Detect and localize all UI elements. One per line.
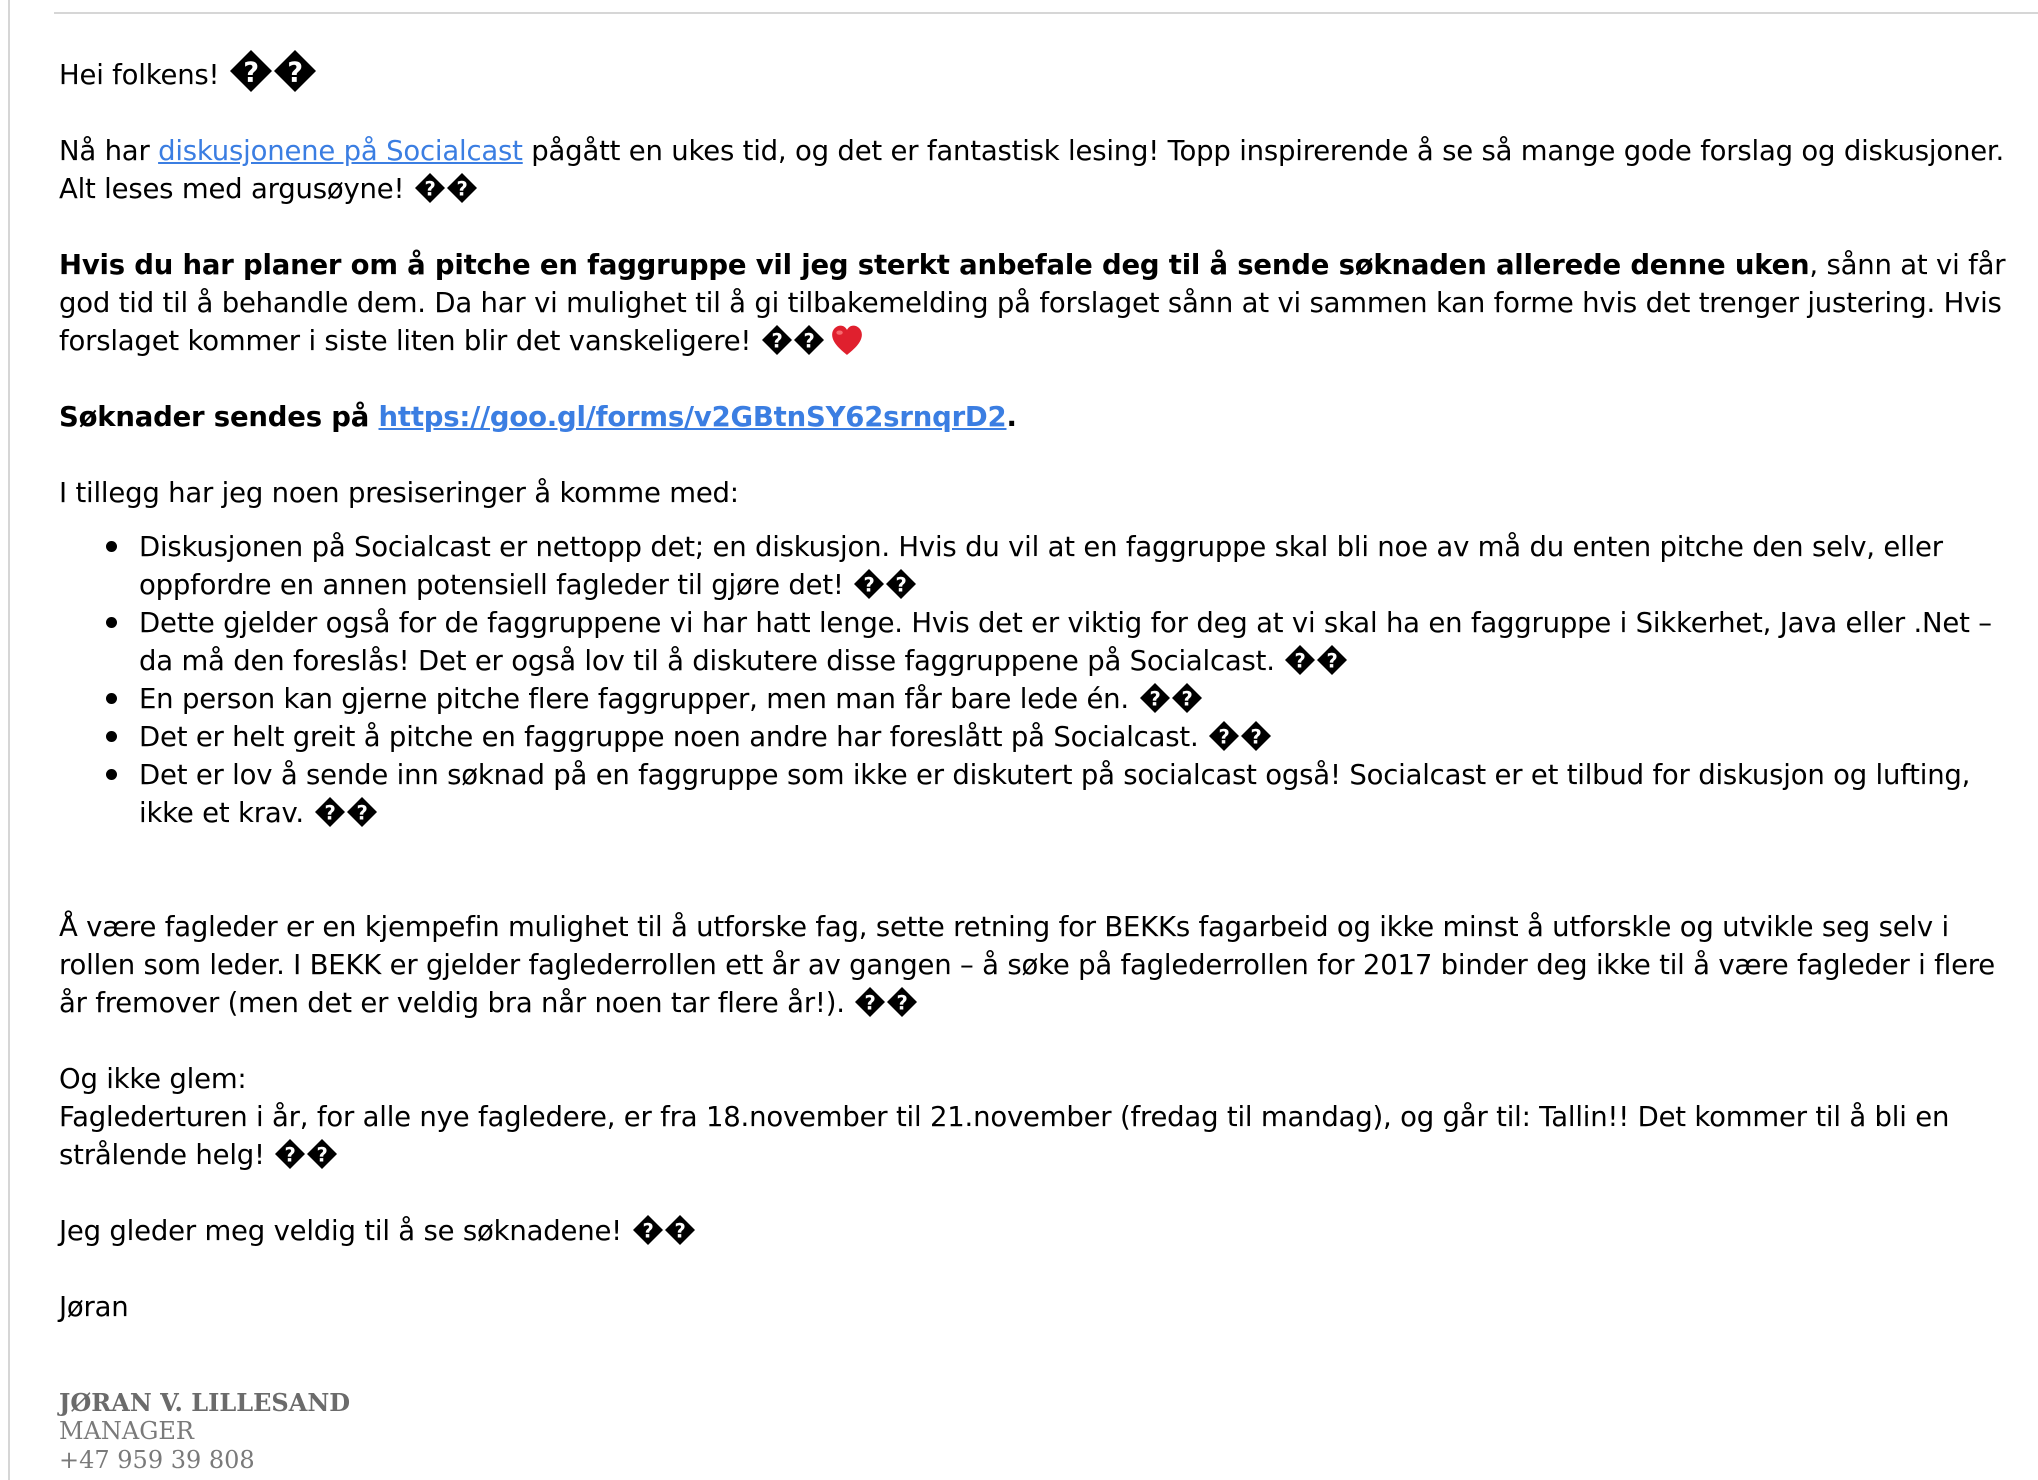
replacement-character-icon	[1140, 683, 1170, 713]
signature-phone[interactable]: +47 959 39 808	[59, 1446, 255, 1474]
application-label: Søknader sendes på	[59, 401, 379, 433]
replacement-character-icon	[1285, 645, 1315, 675]
replacement-character-icon	[1172, 683, 1202, 713]
svg-text:?: ?	[324, 801, 336, 825]
list-item	[139, 718, 2019, 756]
replacement-character-icon	[275, 1139, 305, 1169]
reminder-paragraph	[59, 1098, 2019, 1174]
replacement-character-icon	[230, 50, 272, 92]
replacement-character-icon	[1317, 645, 1347, 675]
pitch-text: , sånn at vi får god tid til å behandle dem. Da har vi mulighet til å gi tilbakemelding på forslaget sånn at vi sammen kan forme hvis det trenger justering. Hvis forslaget kommer i siste liten blir det vanskeligere!	[59, 249, 2006, 357]
bullet-icon	[106, 617, 117, 628]
svg-text:?: ?	[1218, 725, 1230, 749]
replacement-character-icon	[347, 797, 377, 827]
bullet-icon	[106, 769, 117, 780]
application-period: .	[1006, 401, 1017, 433]
replacement-character-icon	[855, 987, 885, 1017]
email-signature	[59, 1388, 350, 1475]
svg-text:?: ?	[424, 177, 436, 201]
pitch-emphasis: Hvis du har planer om å pitche en faggruppe vil jeg sterkt anbefale deg til å sende søknaden allerede denne uken	[59, 249, 1810, 281]
replacement-character-icon	[854, 569, 884, 599]
svg-text:?: ?	[896, 991, 908, 1015]
reminder-label: Og ikke glem:	[59, 1063, 247, 1095]
svg-text:?: ?	[456, 177, 468, 201]
replacement-character-icon	[665, 1215, 695, 1245]
replacement-character-icon	[633, 1215, 663, 1245]
svg-text:?: ?	[895, 573, 907, 597]
replacement-character-icon	[794, 325, 824, 355]
intro-paragraph	[59, 132, 2019, 208]
pitch-paragraph	[59, 246, 2019, 360]
svg-text:?: ?	[243, 57, 259, 89]
svg-text:?: ?	[863, 573, 875, 597]
reminder-text: Faglederturen i år, for alle nye fagledere, er fra 18.november til 21.november (fredag til mandag), og går til: Tallin!! Det kommer til å bli en strålende helg!	[59, 1101, 1950, 1171]
list-item-text: Det er helt greit å pitche en faggruppe noen andre har foreslått på Socialcast.	[139, 721, 1199, 753]
svg-text:?: ?	[1180, 687, 1193, 711]
svg-text:?: ?	[642, 1219, 654, 1243]
list-item	[139, 680, 2019, 718]
bullet-icon	[106, 693, 117, 704]
svg-text:?: ?	[803, 329, 815, 353]
top-divider	[54, 12, 2038, 14]
role-paragraph	[59, 908, 2019, 1022]
greeting-line	[59, 50, 2019, 94]
greeting-text: Hei folkens!	[59, 59, 220, 91]
signature-name: JØRAN V. LILLESAND	[59, 1388, 351, 1417]
svg-text:?: ?	[864, 991, 876, 1015]
sign-off: Jøran	[59, 1291, 129, 1323]
svg-text:?: ?	[316, 1143, 328, 1167]
replacement-character-icon	[1241, 721, 1271, 751]
application-line	[59, 398, 2019, 436]
intro-text-start: Nå har	[59, 135, 159, 167]
replacement-character-icon	[307, 1139, 337, 1169]
svg-text:?: ?	[284, 1143, 296, 1167]
svg-text:?: ?	[356, 801, 368, 825]
replacement-character-icon	[1209, 721, 1239, 751]
replacement-character-icon	[762, 325, 792, 355]
clarifications-list	[59, 528, 2019, 832]
list-item	[139, 528, 2019, 604]
svg-text:?: ?	[771, 329, 783, 353]
replacement-character-icon	[447, 173, 477, 203]
socialcast-discussions-link[interactable]: diskusjonene på Socialcast	[158, 135, 523, 167]
replacement-character-icon	[886, 569, 916, 599]
red-heart-emoji-icon	[830, 324, 864, 356]
intro-text-end: pågått en ukes tid, og det er fantastisk lesing! Topp inspirerende å se så mange gode forslag og diskusjoner. Alt leses med argusøyne!	[59, 135, 2005, 205]
svg-text:?: ?	[287, 57, 303, 89]
list-item	[139, 756, 2019, 832]
notes-intro: I tillegg har jeg noen presiseringer å komme med:	[59, 477, 739, 509]
closing-text: Jeg gleder meg veldig til å se søknadene!	[59, 1215, 622, 1247]
replacement-character-icon	[415, 173, 445, 203]
replacement-character-icon	[315, 797, 345, 827]
svg-text:?: ?	[1250, 725, 1262, 749]
application-form-link[interactable]: https://goo.gl/forms/v2GBtnSY62srnqrD2	[378, 401, 1007, 433]
svg-text:?: ?	[674, 1219, 686, 1243]
left-border	[8, 0, 10, 1480]
list-item-text: En person kan gjerne pitche flere faggrupper, men man får bare lede én.	[139, 683, 1129, 715]
svg-text:?: ?	[1294, 649, 1306, 673]
svg-text:?: ?	[1148, 687, 1161, 711]
signature-title: MANAGER	[59, 1417, 194, 1445]
list-item-text: Dette gjelder også for de faggruppene vi har hatt lenge. Hvis det er viktig for deg at vi skal ha en faggruppe i Sikkerhet, Java eller .Net – da må den foreslås! Det er også lov til å diskutere disse faggruppene på Socialcast.	[139, 607, 1992, 677]
role-text: Å være fagleder er en kjempefin mulighet til å utforske fag, sette retning for BEKKs fagarbeid og ikke minst å utforskle og utvikle seg selv i rollen som leder. I BEKK er gjelder faglederrollen ett år av gangen – å søke på faglederrollen for 2017 binder deg ikke til å være fagleder i flere år fremover (men det er veldig bra når noen tar flere år!).	[59, 911, 1996, 1019]
svg-text:?: ?	[1326, 649, 1338, 673]
replacement-character-icon	[274, 50, 316, 92]
closing-line	[59, 1212, 2019, 1250]
list-item	[139, 604, 2019, 680]
list-item-text: Det er lov å sende inn søknad på en faggruppe som ikke er diskutert på socialcast også! Socialcast er et tilbud for diskusjon og lufting, ikke et krav.	[139, 759, 1971, 829]
replacement-character-icon	[887, 987, 917, 1017]
bullet-icon	[106, 731, 117, 742]
bullet-icon	[106, 541, 117, 552]
list-item-text: Diskusjonen på Socialcast er nettopp det; en diskusjon. Hvis du vil at en faggruppe skal bli noe av må du enten pitche den selv, eller oppfordre en annen potensiell fagleder til gjøre det!	[139, 531, 1943, 601]
email-body	[59, 50, 2019, 1326]
